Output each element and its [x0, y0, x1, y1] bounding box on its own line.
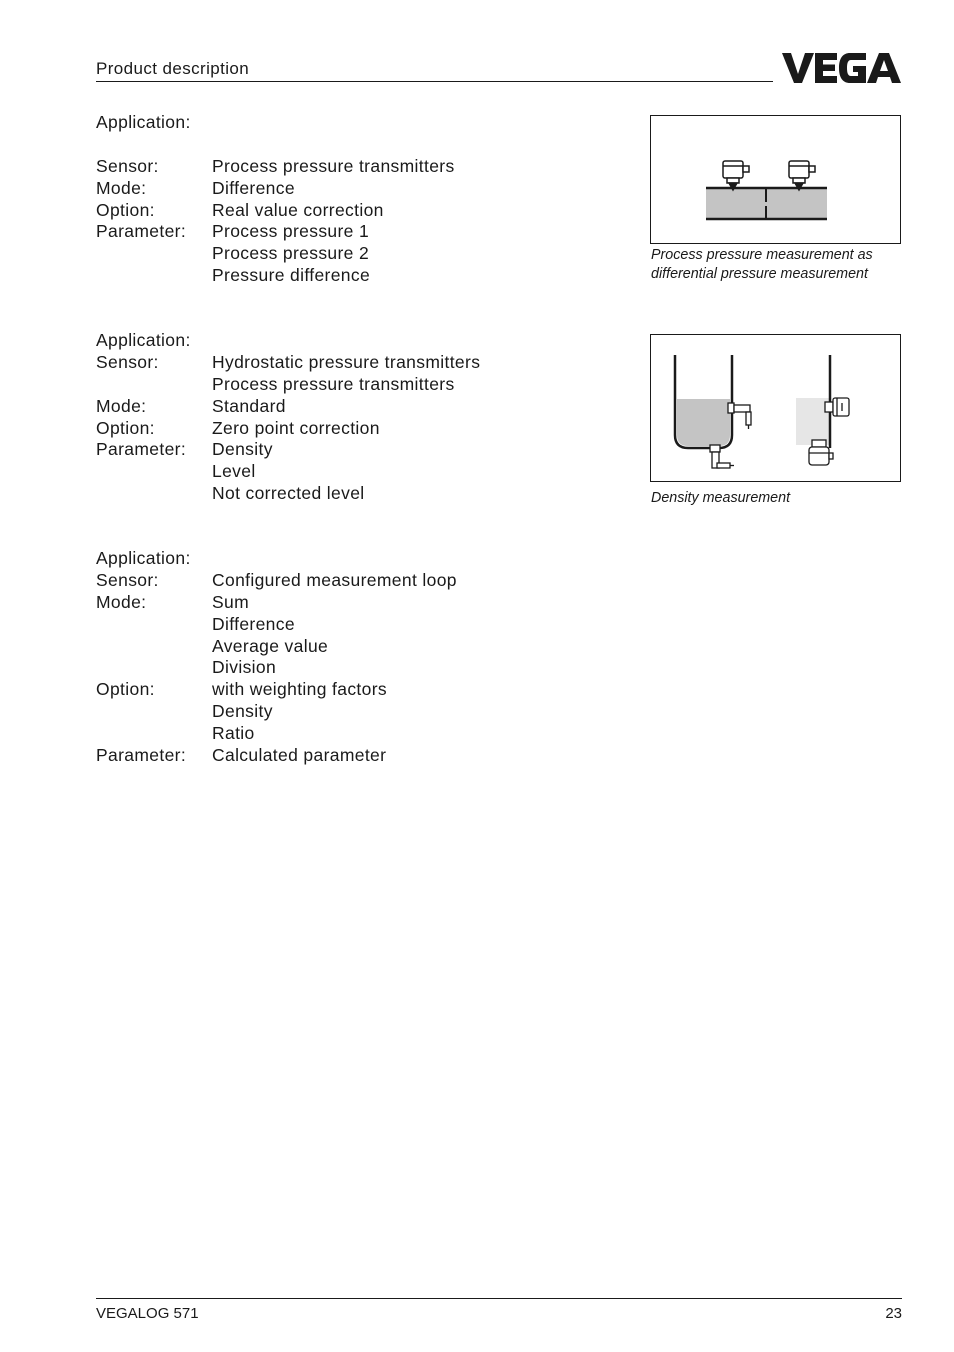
- spec-label: Sensor:: [96, 569, 159, 590]
- spec-row: [96, 352, 480, 374]
- spec-value: Level: [212, 461, 256, 482]
- vessel-left: [675, 355, 732, 448]
- spec-row: [96, 265, 455, 287]
- spec-row: [96, 614, 457, 636]
- spec-row: [96, 134, 455, 156]
- page-header-title: Product description: [96, 59, 250, 78]
- spec-row: [96, 243, 455, 265]
- spec-value: Difference: [212, 177, 295, 198]
- spec-label: [96, 657, 212, 679]
- pressure-transmitter-icon: [789, 161, 815, 190]
- spec-label: [96, 461, 212, 483]
- spec-row: [96, 112, 455, 134]
- spec-label: Sensor:: [96, 351, 159, 372]
- differential-figure-caption: [651, 246, 873, 284]
- spec-value: Calculated parameter: [212, 745, 387, 766]
- spec-row: [96, 200, 455, 222]
- spec-label: Mode:: [96, 395, 147, 416]
- spec-value: Configured measurement loop: [212, 569, 457, 590]
- spec-label: Parameter:: [96, 745, 187, 766]
- application-block-1: [96, 112, 455, 287]
- spec-row: [96, 636, 457, 658]
- spec-row: [96, 657, 457, 679]
- spec-label: Parameter:: [96, 439, 187, 460]
- spec-row: [96, 745, 457, 767]
- density-figure-caption: Density measurement: [651, 490, 791, 506]
- spec-label: Application:: [96, 330, 191, 350]
- application-block-3: [96, 548, 457, 767]
- spec-row: [96, 701, 457, 723]
- spec-value: Density: [212, 701, 273, 722]
- spec-row: [96, 439, 480, 461]
- spec-row: [96, 221, 455, 243]
- density-measurement-figure: [650, 334, 901, 482]
- spec-value: Pressure difference: [212, 265, 371, 286]
- spec-row: [96, 723, 457, 745]
- spec-label: Parameter:: [96, 221, 187, 242]
- spec-label: Option:: [96, 417, 155, 438]
- spec-label: Application:: [96, 548, 191, 568]
- spec-row: [96, 592, 457, 614]
- spec-row: [96, 461, 480, 483]
- spec-label: Option:: [96, 679, 155, 700]
- spec-row: [96, 396, 480, 418]
- spec-label: [96, 723, 212, 745]
- spec-row: [96, 418, 480, 440]
- footer-product-name: VEGALOG 571: [96, 1305, 199, 1322]
- spec-row: [96, 679, 457, 701]
- spec-label: [96, 243, 212, 265]
- spec-value: Not corrected level: [212, 483, 365, 504]
- spec-label: Mode:: [96, 591, 147, 612]
- spec-label: Sensor:: [96, 155, 159, 176]
- spec-value: Division: [212, 657, 277, 678]
- spec-value: Process pressure transmitters: [212, 155, 455, 176]
- spec-value: Average value: [212, 635, 329, 656]
- spec-value: Process pressure transmitters: [212, 373, 455, 394]
- spec-label: [96, 636, 212, 658]
- spec-label: Application:: [96, 112, 191, 132]
- spec-label: Option:: [96, 199, 155, 220]
- spec-value: Ratio: [212, 723, 255, 744]
- spec-label: [96, 374, 212, 396]
- spec-label: [96, 265, 212, 287]
- spec-value: Process pressure 2: [212, 243, 370, 264]
- spec-label: Mode:: [96, 177, 147, 198]
- spec-row: [96, 374, 480, 396]
- spec-value: with weighting factors: [212, 679, 388, 700]
- spec-value: Process pressure 1: [212, 221, 370, 242]
- spec-label: [96, 701, 212, 723]
- header-divider: [96, 81, 773, 82]
- differential-pressure-figure: [650, 115, 901, 244]
- spec-row: [96, 483, 480, 505]
- spec-label: [96, 483, 212, 505]
- spec-value: Density: [212, 439, 273, 460]
- spec-value: Standard: [212, 395, 286, 416]
- application-block-2: [96, 330, 480, 505]
- spec-row: [96, 548, 457, 570]
- caption-line: Process pressure measurement as: [651, 247, 873, 263]
- page-number: 23: [885, 1305, 902, 1322]
- spec-value: Hydrostatic pressure transmitters: [212, 351, 481, 372]
- spec-label: [96, 134, 212, 156]
- spec-row: [96, 570, 457, 592]
- vega-logo: [782, 50, 902, 86]
- spec-value: Zero point correction: [212, 417, 380, 438]
- spec-value: Real value correction: [212, 199, 384, 220]
- caption-line: differential pressure measurement: [651, 266, 868, 282]
- footer-divider: [96, 1298, 902, 1299]
- spec-value: Sum: [212, 591, 250, 612]
- spec-value: Difference: [212, 613, 295, 634]
- pressure-transmitter-icon: [723, 161, 749, 190]
- spec-row: [96, 178, 455, 200]
- spec-label: [96, 614, 212, 636]
- spec-row: [96, 156, 455, 178]
- spec-row: [96, 330, 480, 352]
